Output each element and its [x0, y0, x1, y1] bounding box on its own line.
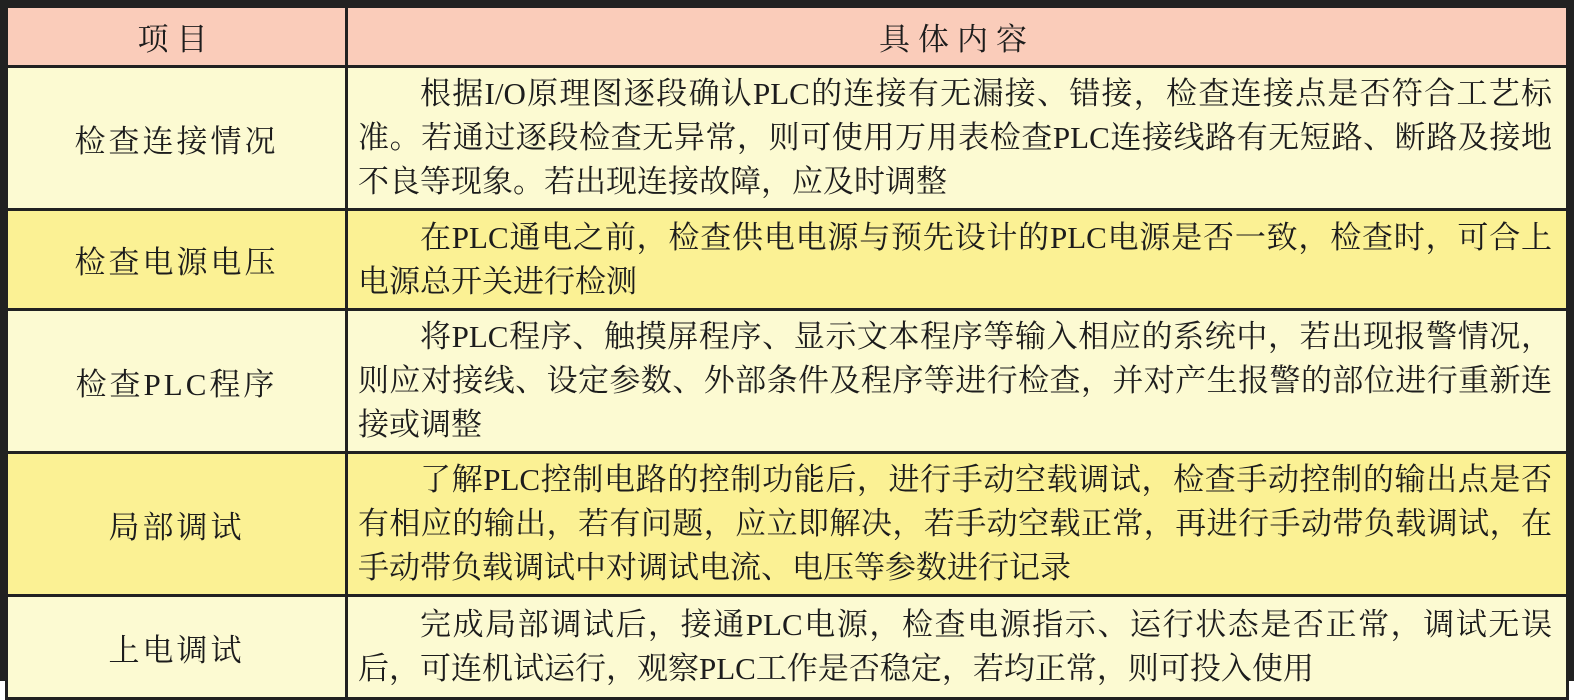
row-content-text: 完成局部调试后，接通PLC电源，检查电源指示、运行状态是否正常，调试无误后，可连机试运行，观察PLC工作是否稳定，若均正常，则可投入使用: [347, 596, 1568, 699]
row-item-label: 检查PLC程序: [7, 310, 347, 453]
column-header-content: 具体内容: [347, 7, 1568, 67]
table-row: [7, 453, 1568, 596]
column-header-item: 项目: [7, 7, 347, 67]
row-item-label: 局部调试: [7, 453, 347, 596]
row-content-text: 将PLC程序、触摸屏程序、显示文本程序等输入相应的系统中，若出现报警情况，则应对接线、设定参数、外部条件及程序等进行检查，并对产生报警的部位进行重新连接或调整: [347, 310, 1568, 453]
row-item-label: 上电调试: [7, 596, 347, 699]
row-content-text: 根据I/O原理图逐段确认PLC的连接有无漏接、错接，检查连接点是否符合工艺标准。若通过逐段检查无异常，则可使用万用表检查PLC连接线路有无短路、断路及接地不良等现象。若出现连接故障，应及时调整: [347, 67, 1568, 210]
row-content-text: 了解PLC控制电路的控制功能后，进行手动空载调试，检查手动控制的输出点是否有相应的输出，若有问题，应立即解决，若手动空载正常，再进行手动带负载调试，在手动带负载调试中对调试电流、电压等参数进行记录: [347, 453, 1568, 596]
table-row: [7, 67, 1568, 210]
table-row: [7, 310, 1568, 453]
table-row: [7, 210, 1568, 310]
table-row: [7, 596, 1568, 699]
row-content-text: 在PLC通电之前，检查供电电源与预先设计的PLC电源是否一致，检查时，可合上电源总开关进行检测: [347, 210, 1568, 310]
row-item-label: 检查电源电压: [7, 210, 347, 310]
table-header-row: [7, 7, 1568, 67]
spec-table: [5, 5, 1569, 700]
row-item-label: 检查连接情况: [7, 67, 347, 210]
